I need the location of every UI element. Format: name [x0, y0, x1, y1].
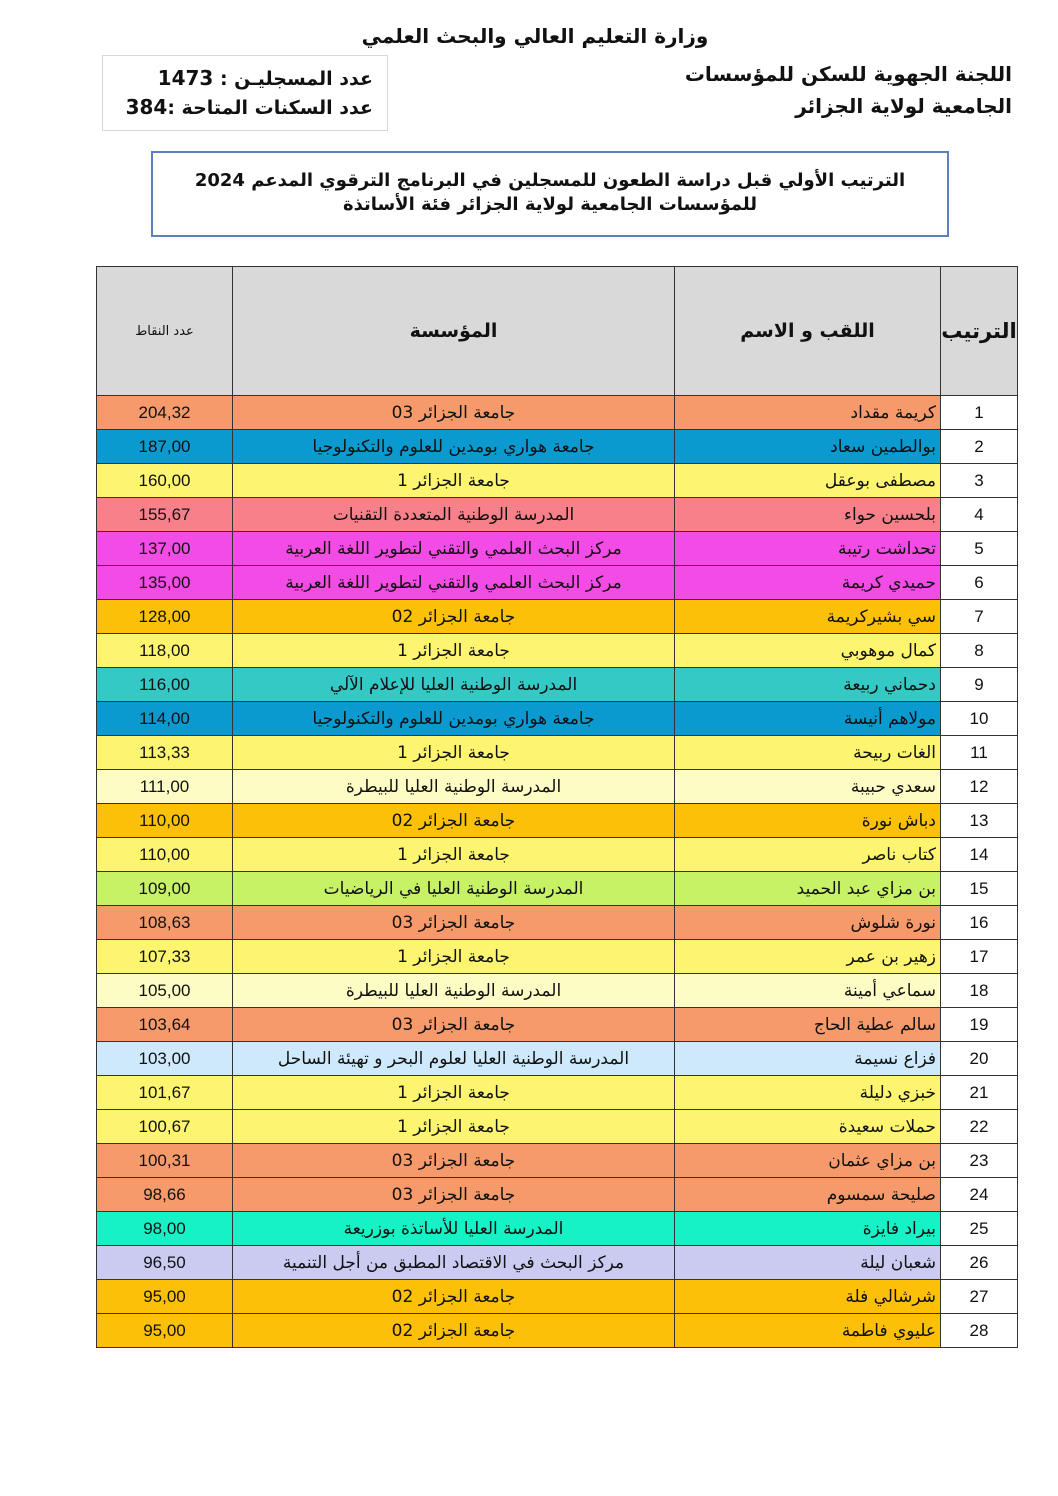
cell-institution: المدرسة الوطنية العليا للبيطرة	[233, 770, 675, 804]
cell-points: 160,00	[97, 464, 233, 498]
ranking-table	[96, 266, 1018, 1348]
table-row	[97, 804, 1018, 838]
cell-institution: جامعة هواري بومدين للعلوم والتكنولوجيا	[233, 430, 675, 464]
table-row	[97, 1212, 1018, 1246]
cell-name: شعبان ليلة	[675, 1246, 941, 1280]
table-row	[97, 1076, 1018, 1110]
cell-points: 111,00	[97, 770, 233, 804]
cell-institution: المدرسة العليا للأساتذة بوزريعة	[233, 1212, 675, 1246]
cell-points: 116,00	[97, 668, 233, 702]
table-row	[97, 1008, 1018, 1042]
cell-institution: جامعة الجزائر 03	[233, 1008, 675, 1042]
cell-name: كتاب ناصر	[675, 838, 941, 872]
cell-points: 96,50	[97, 1246, 233, 1280]
cell-rank: 2	[941, 430, 1018, 464]
cell-rank: 27	[941, 1280, 1018, 1314]
cell-name: صليحة سمسوم	[675, 1178, 941, 1212]
table-row	[97, 430, 1018, 464]
cell-institution: جامعة الجزائر 03	[233, 1178, 675, 1212]
cell-name: تحداشت رتيبة	[675, 532, 941, 566]
table-row	[97, 464, 1018, 498]
cell-name: كريمة مقداد	[675, 396, 941, 430]
cell-name: حملات سعيدة	[675, 1110, 941, 1144]
table-row	[97, 668, 1018, 702]
cell-points: 118,00	[97, 634, 233, 668]
cell-name: عليوي فاطمة	[675, 1314, 941, 1348]
table-row	[97, 1246, 1018, 1280]
cell-institution: جامعة الجزائر 1	[233, 940, 675, 974]
header-rank: الترتيب	[941, 267, 1018, 396]
cell-institution: المدرسة الوطنية العليا في الرياضيات	[233, 872, 675, 906]
header-institution: المؤسسة	[233, 267, 675, 396]
cell-name: شرشالي فلة	[675, 1280, 941, 1314]
cell-institution: جامعة الجزائر 02	[233, 804, 675, 838]
cell-name: بن مزاي عثمان	[675, 1144, 941, 1178]
table-row	[97, 498, 1018, 532]
cell-name: بن مزاي عبد الحميد	[675, 872, 941, 906]
cell-points: 107,33	[97, 940, 233, 974]
cell-rank: 7	[941, 600, 1018, 634]
cell-institution: مركز البحث العلمي والتقني لتطوير اللغة العربية	[233, 532, 675, 566]
table-row	[97, 702, 1018, 736]
cell-points: 98,66	[97, 1178, 233, 1212]
ranking-title-line-2: للمؤسسات الجامعية لولاية الجزائر فئة الأساتذة	[342, 194, 758, 215]
cell-institution: جامعة الجزائر 1	[233, 634, 675, 668]
cell-name: خبزي دليلة	[675, 1076, 941, 1110]
cell-rank: 21	[941, 1076, 1018, 1110]
ranking-title-line-1: الترتيب الأولي قبل دراسة الطعون للمسجلين في البرنامج الترقوي المدعم 2024	[194, 170, 906, 191]
cell-name: بيراد فايزة	[675, 1212, 941, 1246]
cell-rank: 16	[941, 906, 1018, 940]
cell-rank: 23	[941, 1144, 1018, 1178]
housing-label: عدد السكنات المتاحة :	[167, 97, 373, 119]
cell-name: دحماني ربيعة	[675, 668, 941, 702]
cell-points: 95,00	[97, 1314, 233, 1348]
cell-institution: جامعة الجزائر 03	[233, 906, 675, 940]
cell-name: بوالطمين سعاد	[675, 430, 941, 464]
cell-rank: 8	[941, 634, 1018, 668]
cell-rank: 10	[941, 702, 1018, 736]
table-body	[97, 396, 1018, 1348]
table-row	[97, 838, 1018, 872]
cell-points: 113,33	[97, 736, 233, 770]
cell-rank: 15	[941, 872, 1018, 906]
cell-name: زهير بن عمر	[675, 940, 941, 974]
cell-institution: جامعة الجزائر 1	[233, 1110, 675, 1144]
cell-rank: 5	[941, 532, 1018, 566]
ministry-title: وزارة التعليم العالي والبحث العلمي	[361, 24, 709, 48]
table-row	[97, 1042, 1018, 1076]
cell-institution: جامعة الجزائر 02	[233, 1280, 675, 1314]
cell-rank: 4	[941, 498, 1018, 532]
registered-count	[113, 64, 373, 93]
cell-institution: جامعة الجزائر 02	[233, 600, 675, 634]
ranking-title-box	[151, 151, 949, 237]
registered-label: عدد المسجليـن :	[213, 68, 373, 90]
table-header-row	[97, 267, 1018, 396]
cell-name: سالم عطية الحاج	[675, 1008, 941, 1042]
registered-value: 1473	[157, 66, 214, 90]
cell-rank: 11	[941, 736, 1018, 770]
cell-name: مصطفى بوعقل	[675, 464, 941, 498]
cell-institution: المدرسة الوطنية العليا للإعلام الآلي	[233, 668, 675, 702]
cell-points: 103,00	[97, 1042, 233, 1076]
cell-institution: جامعة الجزائر 02	[233, 1314, 675, 1348]
cell-points: 128,00	[97, 600, 233, 634]
cell-name: نورة شلوش	[675, 906, 941, 940]
table-row	[97, 940, 1018, 974]
committee-block	[652, 58, 1012, 122]
cell-name: حميدي كريمة	[675, 566, 941, 600]
cell-institution: جامعة الجزائر 1	[233, 736, 675, 770]
cell-points: 101,67	[97, 1076, 233, 1110]
cell-rank: 22	[941, 1110, 1018, 1144]
table-row	[97, 736, 1018, 770]
cell-points: 135,00	[97, 566, 233, 600]
table-row	[97, 566, 1018, 600]
header-name: اللقب و الاسم	[675, 267, 941, 396]
cell-institution: المدرسة الوطنية المتعددة التقنيات	[233, 498, 675, 532]
cell-institution: جامعة الجزائر 03	[233, 1144, 675, 1178]
cell-rank: 14	[941, 838, 1018, 872]
table-row	[97, 1314, 1018, 1348]
cell-points: 103,64	[97, 1008, 233, 1042]
housing-value: 384	[125, 95, 168, 119]
cell-institution: جامعة الجزائر 1	[233, 838, 675, 872]
cell-points: 100,67	[97, 1110, 233, 1144]
cell-name: فزاع نسيمة	[675, 1042, 941, 1076]
cell-rank: 26	[941, 1246, 1018, 1280]
cell-institution: المدرسة الوطنية العليا للبيطرة	[233, 974, 675, 1008]
cell-points: 137,00	[97, 532, 233, 566]
table-row	[97, 600, 1018, 634]
cell-points: 105,00	[97, 974, 233, 1008]
table-row	[97, 1110, 1018, 1144]
cell-rank: 13	[941, 804, 1018, 838]
table-row	[97, 634, 1018, 668]
cell-points: 109,00	[97, 872, 233, 906]
table-row	[97, 532, 1018, 566]
table-row	[97, 770, 1018, 804]
cell-institution: جامعة الجزائر 03	[233, 396, 675, 430]
table-row	[97, 1144, 1018, 1178]
cell-rank: 24	[941, 1178, 1018, 1212]
committee-line-2: الجامعية لولاية الجزائر	[795, 94, 1012, 118]
cell-rank: 25	[941, 1212, 1018, 1246]
cell-name: سعدي حبيبة	[675, 770, 941, 804]
cell-rank: 28	[941, 1314, 1018, 1348]
cell-name: دباش نورة	[675, 804, 941, 838]
cell-rank: 17	[941, 940, 1018, 974]
cell-name: كمال موهوبي	[675, 634, 941, 668]
cell-institution: جامعة الجزائر 1	[233, 464, 675, 498]
cell-points: 155,67	[97, 498, 233, 532]
cell-points: 204,32	[97, 396, 233, 430]
table-row	[97, 906, 1018, 940]
cell-points: 98,00	[97, 1212, 233, 1246]
counts-box	[102, 55, 388, 131]
cell-name: سماعي أمينة	[675, 974, 941, 1008]
cell-points: 95,00	[97, 1280, 233, 1314]
cell-institution: المدرسة الوطنية العليا لعلوم البحر و تهيئة الساحل	[233, 1042, 675, 1076]
cell-institution: جامعة الجزائر 1	[233, 1076, 675, 1110]
cell-rank: 18	[941, 974, 1018, 1008]
committee-line-1: اللجنة الجهوية للسكن للمؤسسات	[684, 62, 1012, 86]
cell-rank: 9	[941, 668, 1018, 702]
table-row	[97, 1178, 1018, 1212]
cell-points: 110,00	[97, 804, 233, 838]
header-points: عدد النقاط	[97, 267, 233, 396]
cell-name: مولاهم أنيسة	[675, 702, 941, 736]
table-row	[97, 974, 1018, 1008]
cell-rank: 1	[941, 396, 1018, 430]
cell-points: 187,00	[97, 430, 233, 464]
table-row	[97, 1280, 1018, 1314]
cell-institution: جامعة هواري بومدين للعلوم والتكنولوجيا	[233, 702, 675, 736]
cell-rank: 12	[941, 770, 1018, 804]
cell-points: 100,31	[97, 1144, 233, 1178]
cell-name: الغات ربيحة	[675, 736, 941, 770]
cell-points: 114,00	[97, 702, 233, 736]
housing-count	[113, 93, 373, 122]
cell-rank: 6	[941, 566, 1018, 600]
table-row	[97, 396, 1018, 430]
cell-institution: مركز البحث في الاقتصاد المطبق من أجل التنمية	[233, 1246, 675, 1280]
cell-name: بلحسين حواء	[675, 498, 941, 532]
cell-rank: 20	[941, 1042, 1018, 1076]
cell-name: سي بشيركريمة	[675, 600, 941, 634]
cell-rank: 19	[941, 1008, 1018, 1042]
cell-points: 110,00	[97, 838, 233, 872]
cell-rank: 3	[941, 464, 1018, 498]
table-row	[97, 872, 1018, 906]
cell-points: 108,63	[97, 906, 233, 940]
cell-institution: مركز البحث العلمي والتقني لتطوير اللغة العربية	[233, 566, 675, 600]
